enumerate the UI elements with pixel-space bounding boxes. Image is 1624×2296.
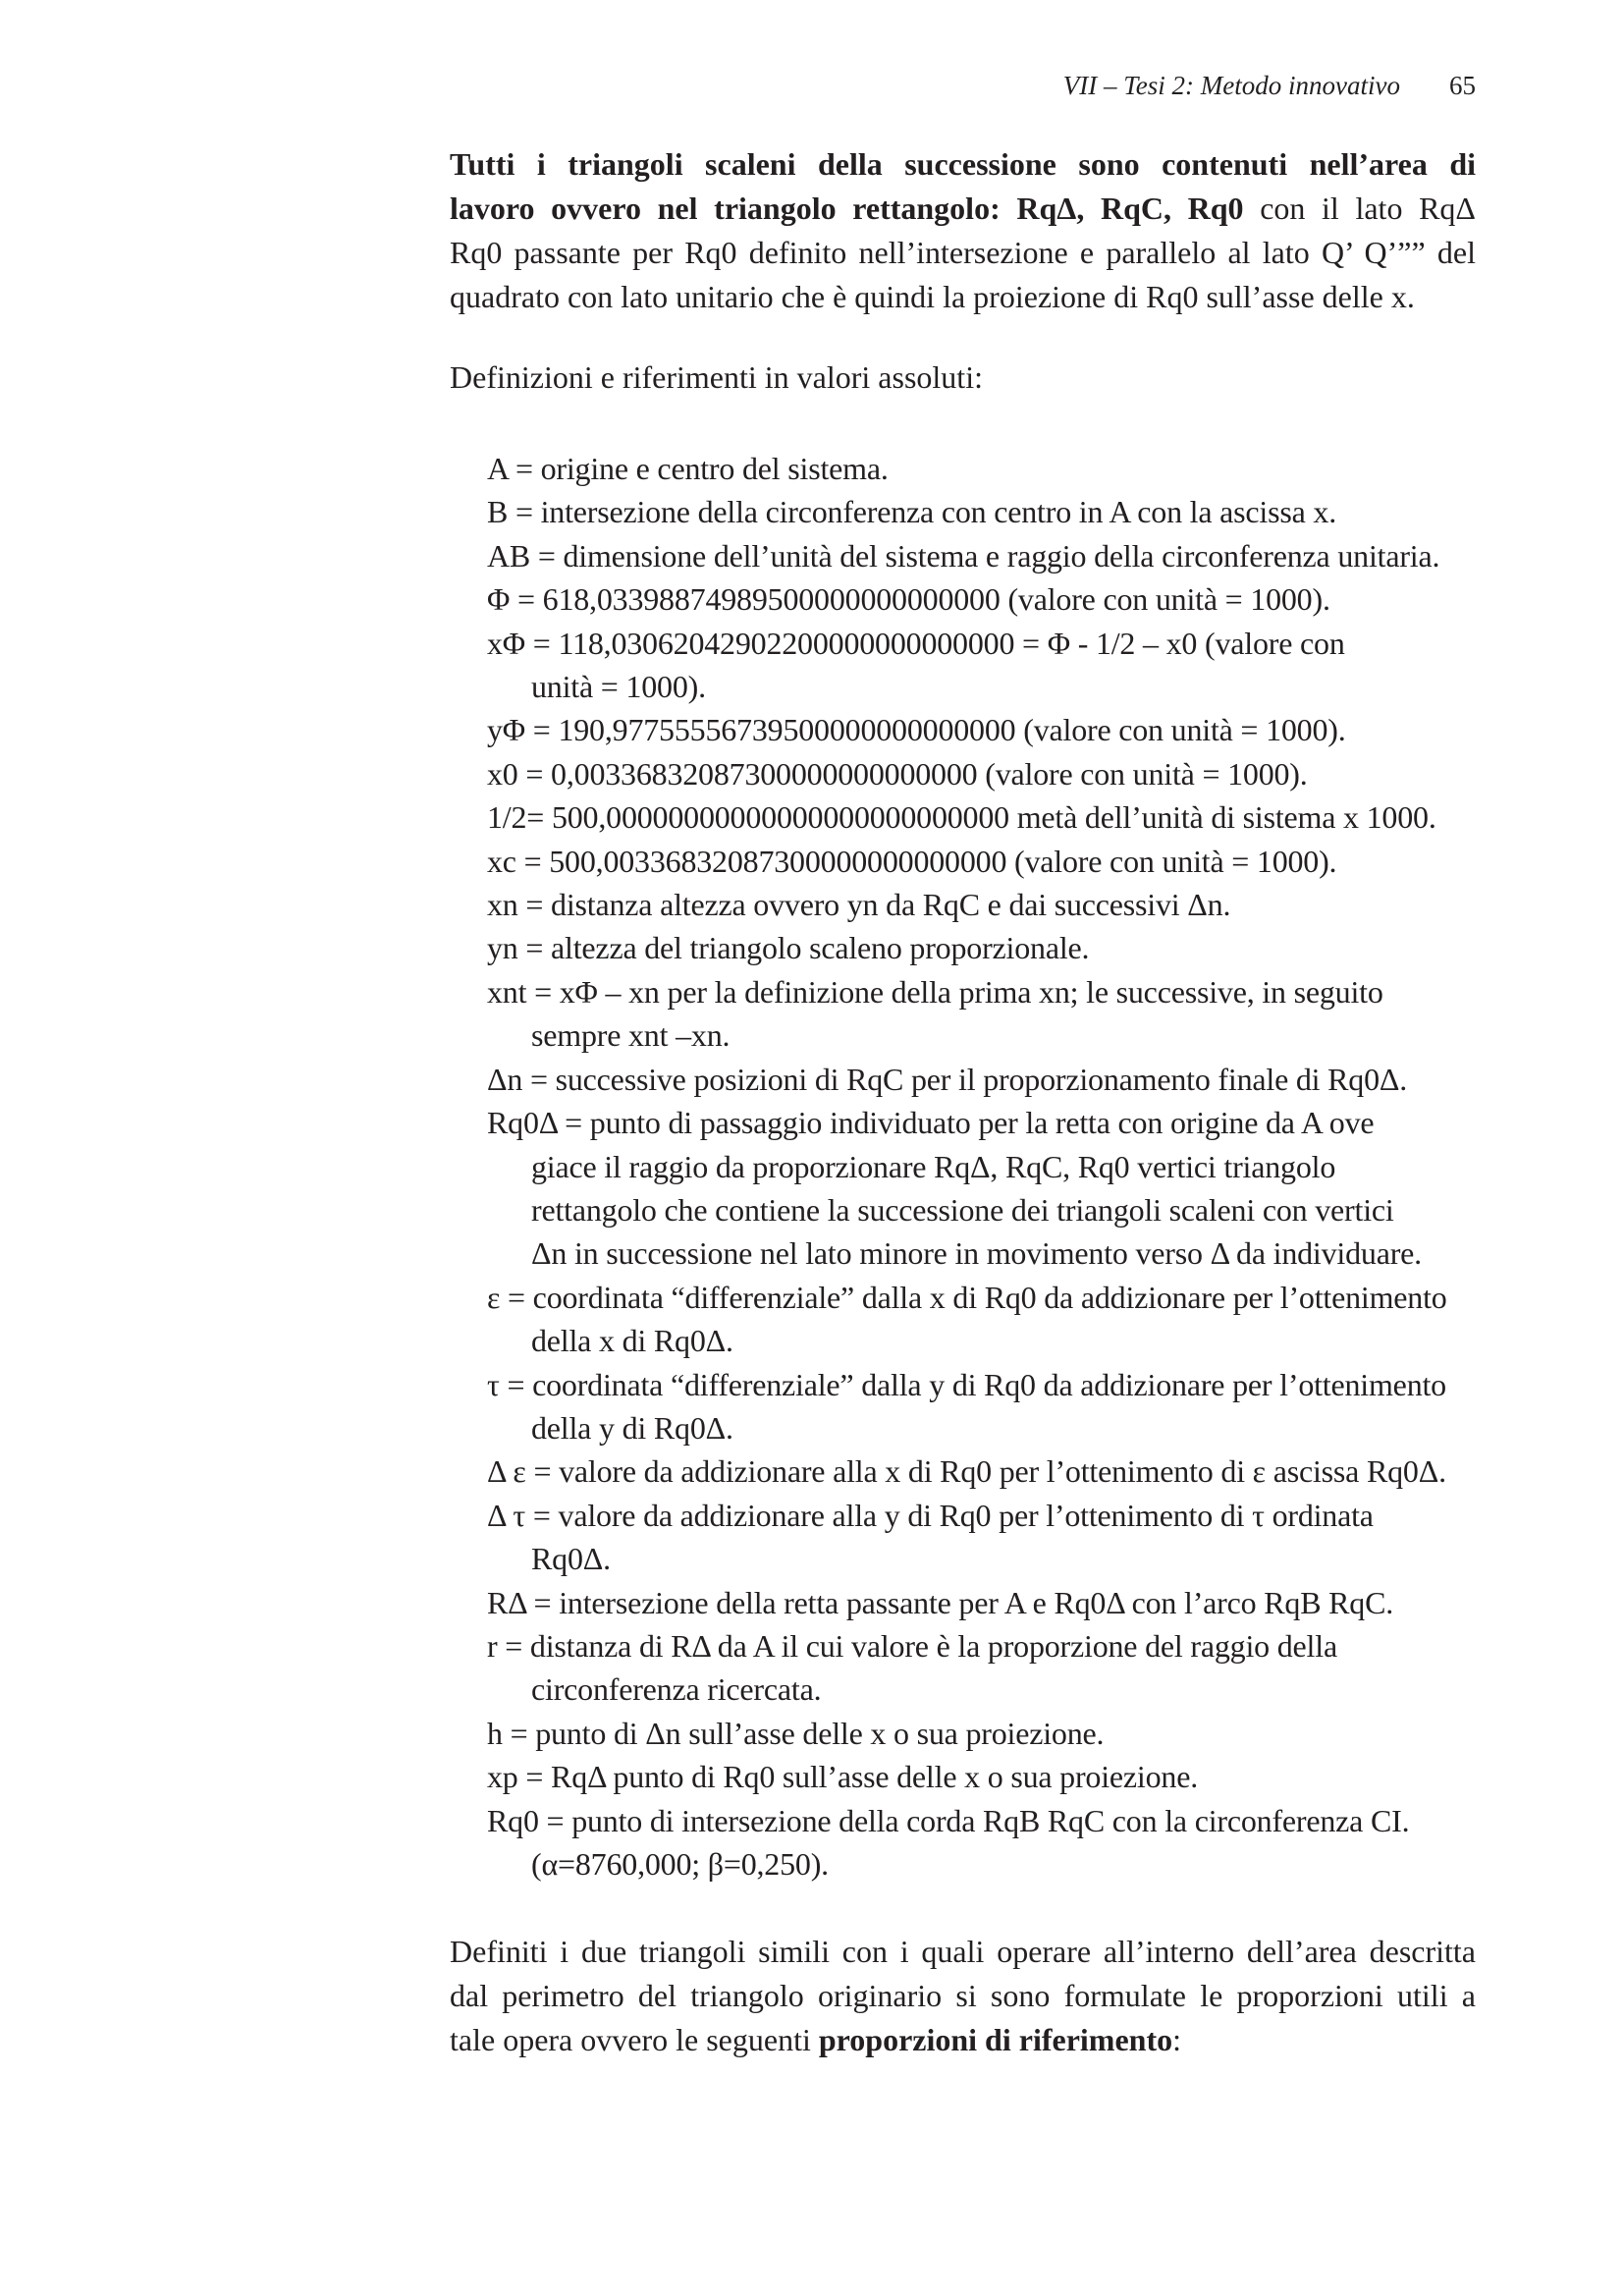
definition-continuation: Δn in successione nel lato minore in movimento verso Δ da individuare. (531, 1235, 1422, 1272)
bold-phrase: proporzioni di riferimento (818, 2022, 1173, 2057)
definition-item (487, 1581, 1479, 1624)
definition-continuation: (α=8760,000; β=0,250). (531, 1846, 829, 1882)
definition-text: RΔ = intersezione della retta passante per A e Rq0Δ con l’arco RqB RqC. (487, 1584, 1394, 1620)
definition-continuation: della x di Rq0Δ. (531, 1323, 733, 1359)
chapter-title: VII – Tesi 2: Metodo innovativo (1062, 71, 1400, 100)
definition-item (487, 708, 1479, 751)
definition-text: Rq0 = punto di intersezione della corda RqB RqC con la circonferenza CI. (487, 1802, 1410, 1838)
definition-item (487, 795, 1479, 839)
definition-item (487, 1449, 1479, 1493)
paragraph-similar-triangles (450, 1930, 1476, 2062)
paragraph-line: Definiti i due triangoli simili con i quali operare all’interno dell’area descritta (450, 1934, 1476, 1969)
definition-item (487, 1755, 1479, 1798)
definition-item (487, 926, 1479, 969)
definition-continuation: della y di Rq0Δ. (531, 1409, 733, 1446)
running-header (450, 71, 1476, 101)
definition-item (487, 447, 1479, 490)
paragraph-line: Tutti i triangoli scaleni della successione sono contenuti nell’area di (450, 146, 1476, 182)
definition-text: xnt = xΦ – xn per la definizione della prima xn; le successive, in seguito (487, 973, 1383, 1010)
definition-item (487, 534, 1479, 577)
definition-item (487, 752, 1479, 795)
definition-text: h = punto di Δn sull’asse delle x o sua proiezione. (487, 1715, 1105, 1751)
definition-item (487, 1799, 1479, 1886)
definition-text: yΦ = 190,97755556739500000000000000 (valore con unità = 1000). (487, 712, 1346, 748)
definition-text: yn = altezza del triangolo scaleno proporzionale. (487, 930, 1090, 966)
page-number: 65 (1449, 71, 1476, 100)
definition-text: r = distanza di RΔ da A il cui valore è la proporzione del raggio della (487, 1627, 1337, 1664)
definition-continuation: circonferenza ricercata. (531, 1671, 822, 1708)
definitions-intro: Definizioni e riferimenti in valori assoluti: (450, 359, 983, 395)
paragraph-line: dal perimetro del triangolo originario si sono formulate le proporzioni utili a (450, 1978, 1476, 2013)
definition-item (487, 622, 1479, 709)
definition-continuation: unità = 1000). (531, 669, 706, 705)
definition-continuation: sempre xnt –xn. (531, 1017, 731, 1054)
definition-text: AB = dimensione dell’unità del sistema e raggio della circonferenza unitaria. (487, 537, 1440, 574)
paragraph-work-area (450, 142, 1476, 319)
definition-text: ε = coordinata “differenziale” dalla x di Rq0 da addizionare per l’ottenimento (487, 1279, 1447, 1315)
definition-item (487, 1276, 1479, 1363)
definition-continuation: rettangolo che contiene la successione dei triangoli scaleni con vertici (531, 1191, 1394, 1228)
definition-text: xΦ = 118,03062042902200000000000000 = Φ - 1/2 – x0 (valore con (487, 625, 1345, 661)
definition-item (487, 1363, 1479, 1450)
definition-text: xc = 500,00336832087300000000000000 (valore con unità = 1000). (487, 843, 1337, 879)
definitions-list (487, 447, 1479, 1886)
definition-item (487, 1624, 1479, 1712)
definition-item (487, 970, 1479, 1058)
definition-text: Δ ε = valore da addizionare alla x di Rq0 per l’ottenimento di ε ascissa Rq0Δ. (487, 1453, 1446, 1490)
definition-text: 1/2= 500,00000000000000000000000000 metà dell’unità di sistema x 1000. (487, 799, 1436, 836)
definition-continuation: giace il raggio da proporzionare RqΔ, RqC, Rq0 vertici triangolo (531, 1148, 1336, 1184)
paragraph-line: Rq0 passante per Rq0 definito nell’intersezione e parallelo al lato Q’ Q’”” del (450, 235, 1476, 270)
definition-text: Rq0Δ = punto di passaggio individuato per la retta con origine da A ove (487, 1105, 1375, 1141)
definition-item (487, 1712, 1479, 1755)
definition-item (487, 490, 1479, 533)
paragraph-line: lavoro ovvero nel triangolo rettangolo: RqΔ, RqC, Rq0 con il lato RqΔ (450, 191, 1477, 226)
definition-text: Δ τ = valore da addizionare alla y di Rq0 per l’ottenimento di τ ordinata (487, 1497, 1374, 1533)
definition-item (487, 1058, 1479, 1101)
definition-item (487, 1101, 1479, 1276)
definition-text: τ = coordinata “differenziale” dalla y di Rq0 da addizionare per l’ottenimento (487, 1366, 1446, 1402)
definition-text: xn = distanza altezza ovvero yn da RqC e dai successivi Δn. (487, 887, 1231, 923)
paragraph-line: tale opera ovvero le seguenti proporzioni di riferimento: (450, 2022, 1181, 2057)
definition-continuation: Rq0Δ. (531, 1541, 611, 1577)
definition-item (487, 840, 1479, 883)
definition-item (487, 577, 1479, 621)
definition-text: x0 = 0,00336832087300000000000000 (valore con unità = 1000). (487, 755, 1308, 792)
definition-text: xp = RqΔ punto di Rq0 sull’asse delle x o sua proiezione. (487, 1759, 1199, 1795)
definition-text: Δn = successive posizioni di RqC per il proporzionamento finale di Rq0Δ. (487, 1061, 1408, 1097)
definition-text: A = origine e centro del sistema. (487, 451, 889, 486)
paragraph-line: quadrato con lato unitario che è quindi la proiezione di Rq0 sull’asse delle x. (450, 279, 1415, 314)
definition-item (487, 883, 1479, 926)
definition-text: B = intersezione della circonferenza con centro in A con la ascissa x. (487, 494, 1337, 530)
definition-text: Φ = 618,03398874989500000000000000 (valore con unità = 1000). (487, 581, 1330, 618)
definition-item (487, 1494, 1479, 1581)
